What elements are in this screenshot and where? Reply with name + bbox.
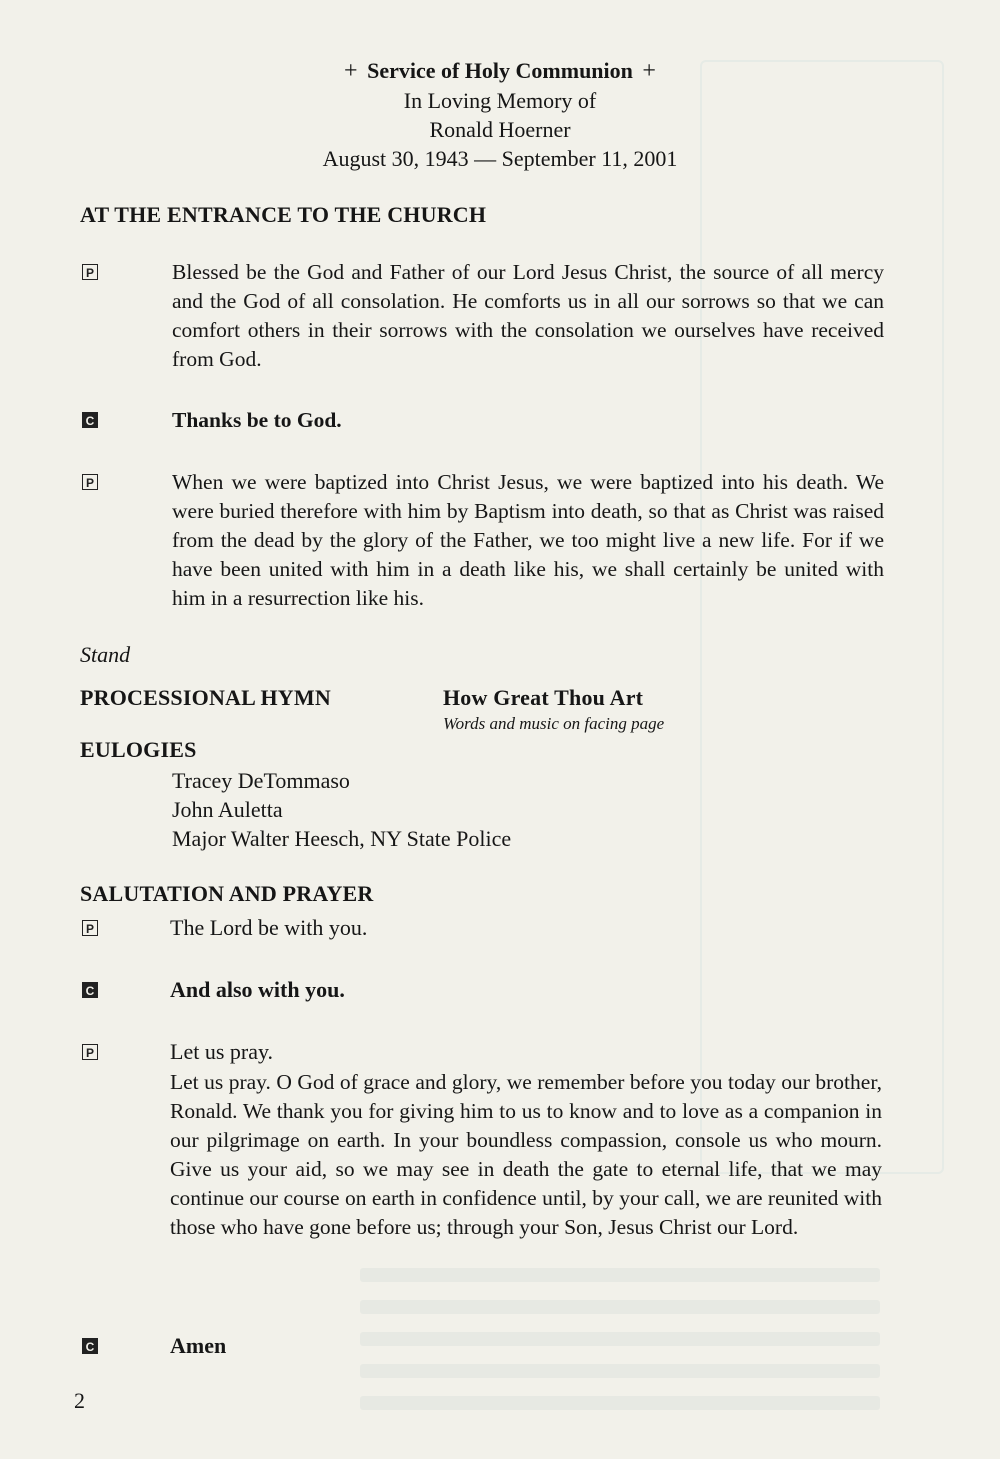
hymn-note: Words and music on facing page bbox=[443, 714, 665, 733]
pastor-marker-icon: P bbox=[82, 264, 98, 280]
congregation-marker-icon: C bbox=[82, 1338, 98, 1354]
entrance-congregation-response: Thanks be to God. bbox=[172, 408, 342, 432]
eulogy-speaker: John Auletta bbox=[172, 797, 283, 822]
salutation-congregation-response: And also with you. bbox=[170, 977, 345, 1002]
bleed-through-lines bbox=[360, 1268, 880, 1428]
deceased-name: Ronald Hoerner bbox=[429, 117, 571, 142]
section-heading-entrance: AT THE ENTRANCE TO THE CHURCH bbox=[80, 202, 487, 227]
cross-icon: + bbox=[344, 58, 358, 84]
amen-response: Amen bbox=[170, 1333, 227, 1358]
prayer-text: Let us pray. O God of grace and glory, we remember before you today our brother, Ronald. We thank you for giving him to us to know and to love as a companion in our pilgrimage on earth. In your boundless compassion, console us who mourn. Give us your aid, so we may see in death the gate to eternal life, that we may continue our course on earth in confidence until, by your call, we are reunited with those who have gone before us; through your Son, Jesus Christ our Lord. bbox=[170, 1070, 882, 1239]
section-heading-eulogies: EULOGIES bbox=[80, 737, 197, 762]
congregation-marker-icon: C bbox=[82, 412, 98, 428]
service-header bbox=[0, 56, 1000, 173]
eulogy-speaker: Major Walter Heesch, NY State Police bbox=[172, 826, 512, 851]
rubric-stand: Stand bbox=[80, 642, 131, 667]
congregation-marker-icon: C bbox=[82, 982, 98, 998]
salutation-invitation: Let us pray. bbox=[170, 1039, 274, 1064]
bleed-through-frame bbox=[700, 60, 944, 1174]
cross-icon: + bbox=[642, 58, 656, 84]
salutation-pastor-greeting: The Lord be with you. bbox=[170, 915, 368, 940]
entrance-pastor-text-2: When we were baptized into Christ Jesus, we were baptized into his death. We were buried therefore with him by Baptism into death, so that as Christ was raised from the dead by the glory of the Father, we too might live a new life. For if we have been united with him in a death like his, we shall certainly be united with him in a resurrection like his. bbox=[172, 470, 884, 610]
section-heading-processional: PROCESSIONAL HYMN bbox=[80, 685, 331, 710]
memorial-subtitle: In Loving Memory of bbox=[403, 88, 597, 113]
pastor-marker-icon: P bbox=[82, 920, 98, 936]
pastor-marker-icon: P bbox=[82, 474, 98, 490]
hymn-title: How Great Thou Art bbox=[443, 685, 644, 710]
section-heading-salutation: SALUTATION AND PRAYER bbox=[80, 881, 374, 906]
eulogy-speaker: Tracey DeTommaso bbox=[172, 768, 350, 793]
page-number: 2 bbox=[74, 1388, 85, 1413]
life-dates: August 30, 1943 — September 11, 2001 bbox=[322, 146, 678, 171]
entrance-pastor-text-1: Blessed be the God and Father of our Lord Jesus Christ, the source of all mercy and the God of all consolation. He comforts us in all our sorrows so that we can comfort others in their sorrows with the consolation we ourselves have received from God. bbox=[172, 260, 884, 371]
service-title-line bbox=[0, 56, 1000, 86]
pastor-marker-icon: P bbox=[82, 1044, 98, 1060]
service-title: Service of Holy Communion bbox=[367, 58, 633, 83]
